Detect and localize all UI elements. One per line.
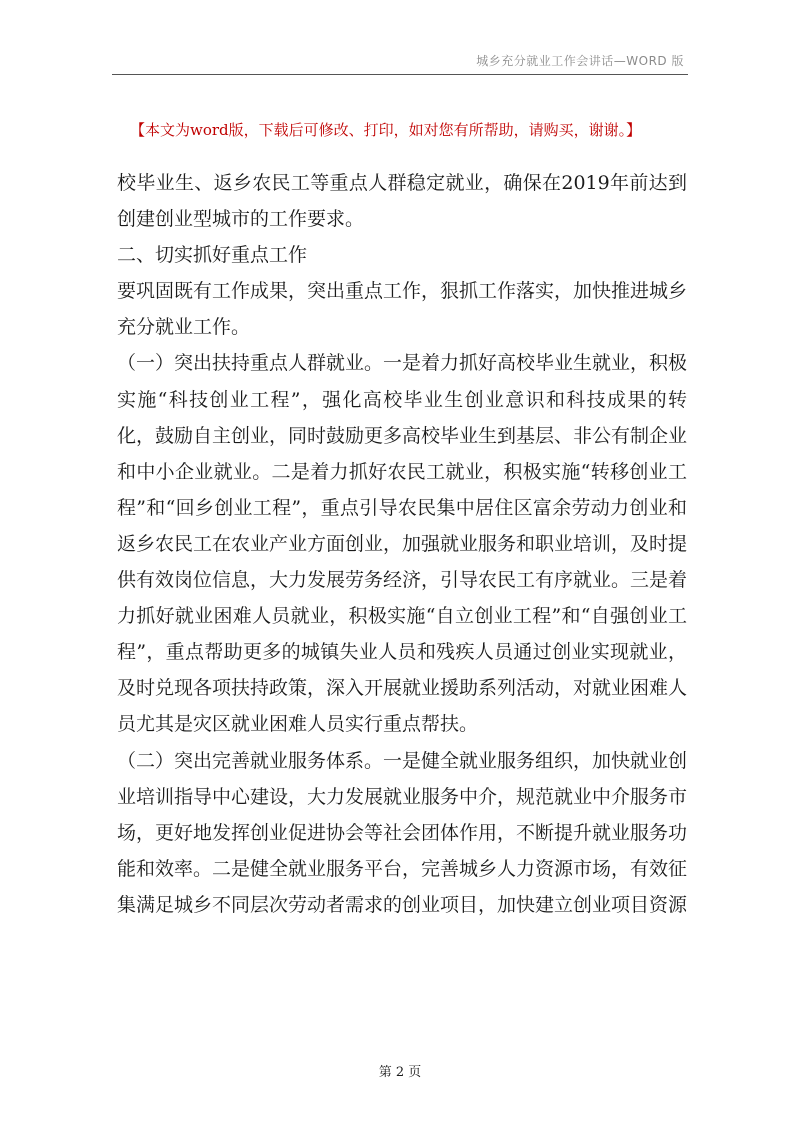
body-paragraph: 要巩固既有工作成果，突出重点工作，狠抓工作落实，加快推进城乡充分就业工作。 bbox=[117, 280, 688, 339]
body-paragraph: （一）突出扶持重点人群就业。一是着力抓好高校毕业生就业，积极实施“科技创业工程”，强化高校毕业生创业意识和科技成果的转化，鼓励自主创业，同时鼓励更多高校毕业生到基层、非公有制企业和中小企业就业。二是着力抓好农民工就业，积极实施“转移创业工程”和“回乡创业工程”，重点引导农民集中居住区富余劳动力创业和返乡农民工在农业产业方面创业，加强就业服务和职业培训，及时提供有效岗位信息，大力发展劳务经济，引导农民工有序就业。三是着力抓好就业困难人员就业，积极实施“自立创业工程”和“自强创业工程”，重点帮助更多的城镇失业人员和残疾人员通过创业实现就业，及时兑现各项扶持政策，深入开展就业援助系列活动，对就业困难人员尤其是灾区就业困难人员实行重点帮扶。 bbox=[117, 352, 688, 736]
download-notice: 【本文为word版，下载后可修改、打印，如对您有所帮助，请购买，谢谢。】 bbox=[130, 121, 642, 139]
header-divider bbox=[112, 74, 688, 75]
document-body bbox=[117, 165, 687, 923]
body-paragraph: （二）突出完善就业服务体系。一是健全就业服务组织，加快就业创业培训指导中心建设，大力发展就业服务中介，规范就业中介服务市场，更好地发挥创业促进协会等社会团体作用，不断提升就业服务功能和效率。二是健全就业服务平台，完善城乡人力资源市场，有效征集满足城乡不同层次劳动者需求的创业项目，加快建立创业项目资源 bbox=[117, 749, 688, 916]
body-paragraph: 校毕业生、返乡农民工等重点人群稳定就业，确保在2019年前达到创建创业型城市的工作要求。 bbox=[117, 172, 687, 231]
page-number: 第 2 页 bbox=[378, 1065, 422, 1080]
document-header-title: 城乡充分就业工作会讲话—WORD 版 bbox=[476, 54, 684, 68]
section-heading: 二、切实抓好重点工作 bbox=[117, 244, 308, 267]
